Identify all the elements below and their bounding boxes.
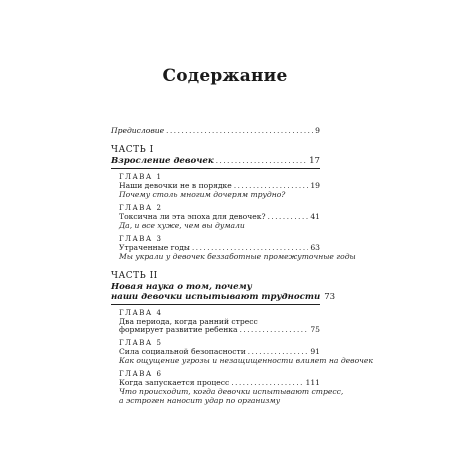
chapter-label: ГЛАВА 5 [119,339,163,347]
entry-title: Наши девочки не в порядке [119,181,232,190]
entry-title: Взросление девочек [111,156,214,166]
chapter-subtitle: Что происходит, когда девочки испытывают стресс, [119,387,344,396]
chapter-subtitle: Да, и все хуже, чем вы думали [119,221,245,230]
entry-page: 73 [324,292,336,302]
entry-title: формирует развитие ребенка [119,325,238,334]
entry-page: 9 [315,126,320,135]
leader-dots [240,326,309,335]
entry-title: Сила социальной безопасности [119,347,246,356]
entry-page: 17 [309,156,320,166]
divider [111,304,320,305]
chapter-title-line-1: Два периода, когда ранний стресс [119,317,258,326]
entry-title: наши девочки испытывают трудности [111,292,321,302]
toc-entry-preface[interactable] [111,126,320,136]
chapter-label: ГЛАВА 3 [119,235,163,243]
toc-entry-part-2[interactable] [111,292,336,303]
chapter-subtitle: Почему столь многим дочерям трудно? [119,190,286,199]
entry-page: 63 [310,243,320,252]
entry-title: Токсична ли эта эпоха для девочек? [119,212,266,221]
entry-title: Когда запускается процесс [119,378,230,387]
entry-page: 91 [310,347,320,356]
entry-title: Утраченные годы [119,243,190,252]
chapter-label: ГЛАВА 2 [119,204,163,212]
entry-title: Предисловие [111,126,165,135]
entry-page: 111 [305,378,320,387]
entry-page: 41 [310,212,320,221]
toc-entry-chapter-4[interactable] [119,325,320,335]
chapter-label: ГЛАВА 6 [119,370,163,378]
entry-page: 75 [310,325,320,334]
part-2-title-line-1: Новая наука о том, почему [111,282,252,292]
leader-dots [166,127,313,136]
chapter-subtitle: Как ощущение угрозы и незащищенности влияет на девочек [119,356,373,365]
leader-dots [216,156,307,167]
divider [111,168,320,169]
toc-entry-part-1[interactable] [111,156,320,167]
page-title: Содержание [162,66,288,86]
chapter-subtitle: Мы украли у девочек беззаботные промежуточные годы [119,252,356,261]
part-label: ЧАСТЬ II [111,271,158,281]
chapter-label: ГЛАВА 1 [119,173,163,181]
chapter-label: ГЛАВА 4 [119,309,163,317]
part-label: ЧАСТЬ I [111,145,154,155]
chapter-subtitle: а эстроген наносит удар по организму [119,396,281,405]
entry-page: 19 [310,181,320,190]
